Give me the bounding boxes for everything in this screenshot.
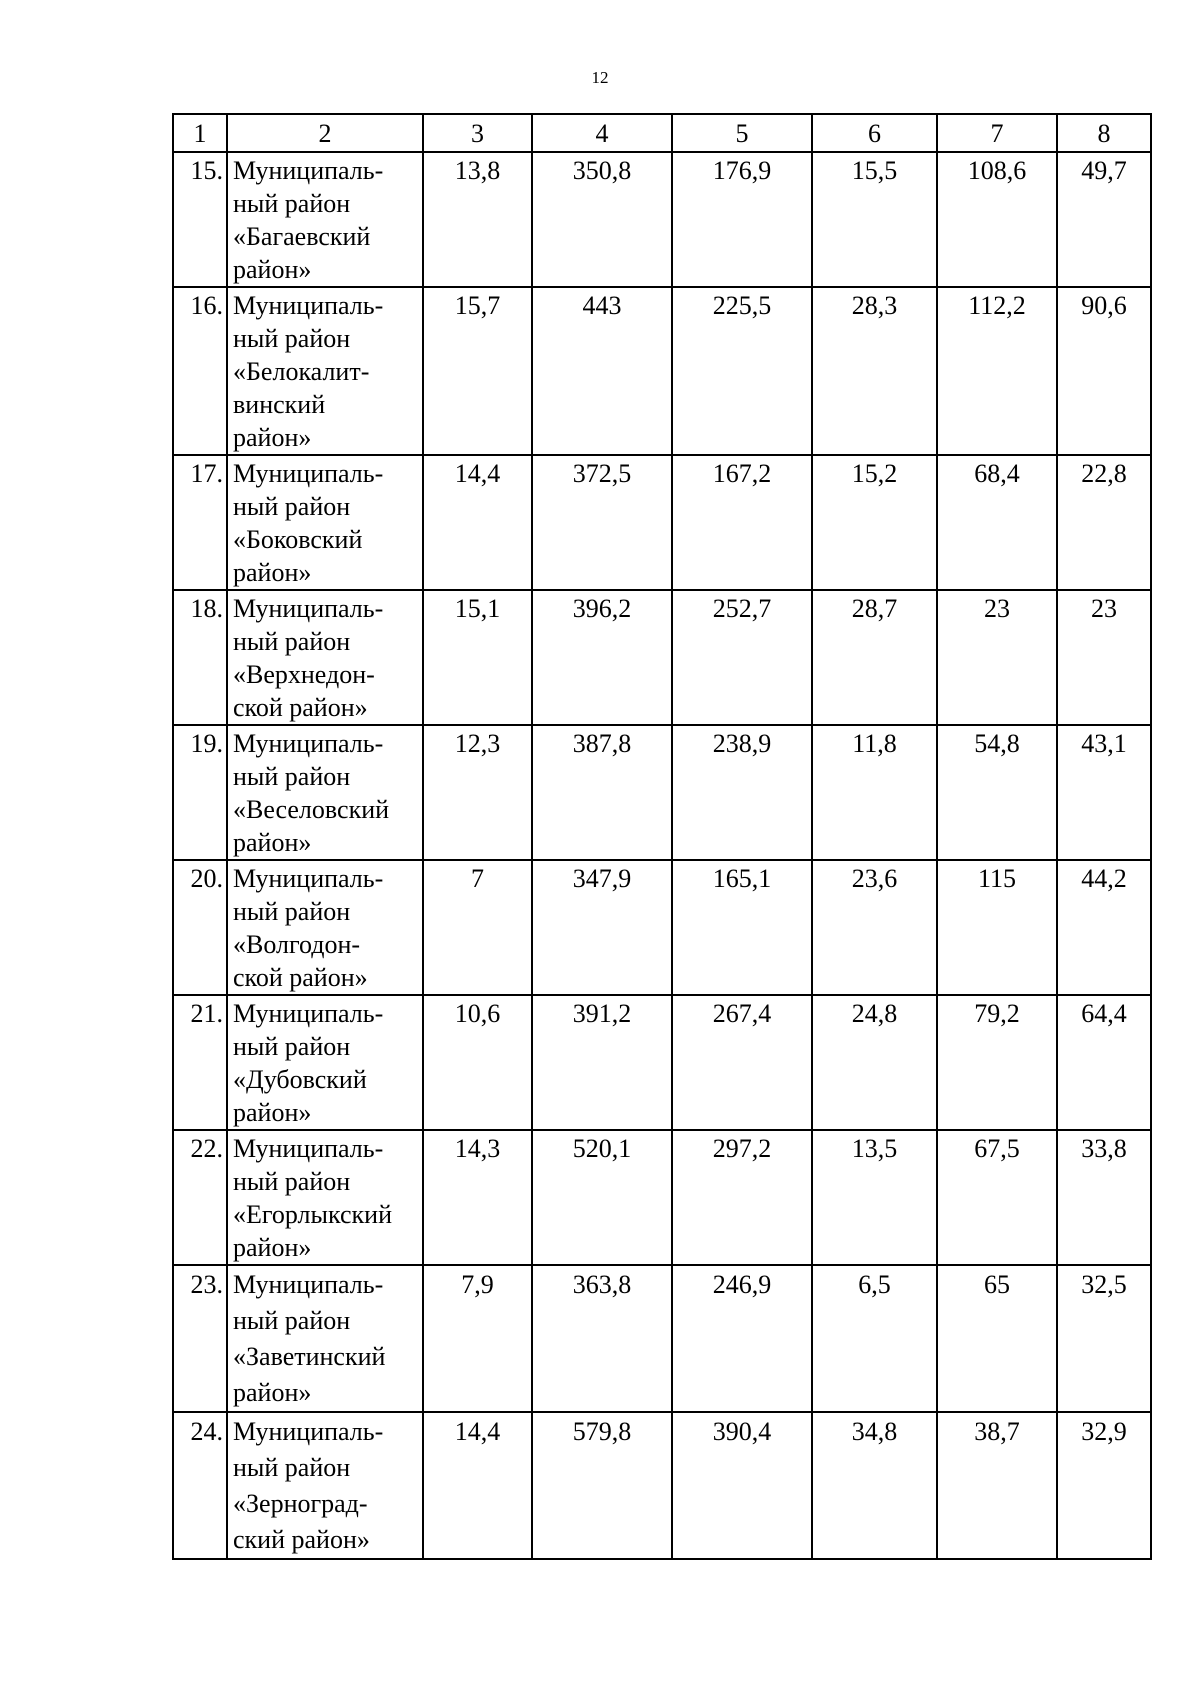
district-name-line: ный район <box>233 897 351 926</box>
district-name-line: Муниципаль- <box>233 1417 384 1446</box>
table-row <box>173 1412 1151 1559</box>
value-cell: 15,5 <box>812 152 937 287</box>
value-cell: 79,2 <box>937 995 1057 1130</box>
district-name-line: «Веселовский <box>233 795 390 824</box>
value-cell: 167,2 <box>672 455 812 590</box>
district-name-line: ный район <box>233 1306 351 1335</box>
district-name <box>227 995 423 1130</box>
value-cell: 49,7 <box>1057 152 1151 287</box>
row-number: 15. <box>173 152 227 287</box>
value-cell: 115 <box>937 860 1057 995</box>
value-cell: 32,9 <box>1057 1412 1151 1559</box>
district-name-line: «Зерноград- <box>233 1489 368 1518</box>
district-name <box>227 1130 423 1265</box>
value-cell: 90,6 <box>1057 287 1151 455</box>
value-cell: 579,8 <box>532 1412 672 1559</box>
district-name-line: Муниципаль- <box>233 459 384 488</box>
row-number: 20. <box>173 860 227 995</box>
row-number: 19. <box>173 725 227 860</box>
value-cell: 15,1 <box>423 590 532 725</box>
value-cell: 10,6 <box>423 995 532 1130</box>
district-name-line: Муниципаль- <box>233 156 384 185</box>
value-cell: 65 <box>937 1265 1057 1412</box>
district-name-line: ный район <box>233 1032 351 1061</box>
value-cell: 24,8 <box>812 995 937 1130</box>
row-number: 21. <box>173 995 227 1130</box>
value-cell: 14,3 <box>423 1130 532 1265</box>
district-name <box>227 860 423 995</box>
value-cell: 347,9 <box>532 860 672 995</box>
district-name-line: Муниципаль- <box>233 1270 384 1299</box>
row-number: 23. <box>173 1265 227 1412</box>
value-cell: 396,2 <box>532 590 672 725</box>
district-name-line: «Белокалит- <box>233 357 370 386</box>
value-cell: 390,4 <box>672 1412 812 1559</box>
district-name-line: Муниципаль- <box>233 594 384 623</box>
district-name-line: ный район <box>233 324 351 353</box>
district-name-line: ный район <box>233 189 351 218</box>
district-name-line: ный район <box>233 762 351 791</box>
value-cell: 13,5 <box>812 1130 937 1265</box>
district-name-line: район» <box>233 1098 312 1127</box>
district-name-line: район» <box>233 423 312 452</box>
value-cell: 267,4 <box>672 995 812 1130</box>
district-name-line: район» <box>233 828 312 857</box>
table-body <box>173 114 1151 1559</box>
value-cell: 12,3 <box>423 725 532 860</box>
value-cell: 23,6 <box>812 860 937 995</box>
value-cell: 297,2 <box>672 1130 812 1265</box>
district-name-line: «Багаевский <box>233 222 371 251</box>
value-cell: 64,4 <box>1057 995 1151 1130</box>
district-name-line: Муниципаль- <box>233 729 384 758</box>
value-cell: 443 <box>532 287 672 455</box>
value-cell: 165,1 <box>672 860 812 995</box>
column-header: 7 <box>937 114 1057 152</box>
district-name-line: район» <box>233 558 312 587</box>
table-header-row <box>173 114 1151 152</box>
table-row <box>173 152 1151 287</box>
value-cell: 23 <box>937 590 1057 725</box>
district-name-line: «Боковский <box>233 525 363 554</box>
column-header: 4 <box>532 114 672 152</box>
value-cell: 252,7 <box>672 590 812 725</box>
value-cell: 32,5 <box>1057 1265 1151 1412</box>
district-name-line: «Егорлыкский <box>233 1200 392 1229</box>
value-cell: 363,8 <box>532 1265 672 1412</box>
column-header: 6 <box>812 114 937 152</box>
value-cell: 112,2 <box>937 287 1057 455</box>
table-row <box>173 860 1151 995</box>
value-cell: 14,4 <box>423 455 532 590</box>
value-cell: 38,7 <box>937 1412 1057 1559</box>
value-cell: 14,4 <box>423 1412 532 1559</box>
district-name <box>227 1412 423 1559</box>
district-name-line: «Дубовский <box>233 1065 367 1094</box>
column-header: 5 <box>672 114 812 152</box>
value-cell: 372,5 <box>532 455 672 590</box>
value-cell: 28,3 <box>812 287 937 455</box>
district-name-line: Муниципаль- <box>233 999 384 1028</box>
district-name-line: район» <box>233 255 312 284</box>
row-number: 16. <box>173 287 227 455</box>
district-name-line: ный район <box>233 627 351 656</box>
value-cell: 33,8 <box>1057 1130 1151 1265</box>
row-number: 18. <box>173 590 227 725</box>
value-cell: 43,1 <box>1057 725 1151 860</box>
value-cell: 238,9 <box>672 725 812 860</box>
value-cell: 6,5 <box>812 1265 937 1412</box>
value-cell: 246,9 <box>672 1265 812 1412</box>
value-cell: 520,1 <box>532 1130 672 1265</box>
district-name-line: «Заветинский <box>233 1342 386 1371</box>
district-name-line: «Волгодон- <box>233 930 361 959</box>
table-row <box>173 1265 1151 1412</box>
value-cell: 22,8 <box>1057 455 1151 590</box>
column-header: 1 <box>173 114 227 152</box>
value-cell: 23 <box>1057 590 1151 725</box>
value-cell: 7,9 <box>423 1265 532 1412</box>
district-name <box>227 455 423 590</box>
page-number: 12 <box>591 68 609 87</box>
district-name-line: ный район <box>233 1167 351 1196</box>
district-name-line: ской район» <box>233 963 368 992</box>
value-cell: 54,8 <box>937 725 1057 860</box>
table-row <box>173 995 1151 1130</box>
value-cell: 34,8 <box>812 1412 937 1559</box>
table-row <box>173 725 1151 860</box>
data-table <box>172 113 1152 1560</box>
district-name-line: винский <box>233 390 326 419</box>
district-name-line: Муниципаль- <box>233 291 384 320</box>
value-cell: 15,2 <box>812 455 937 590</box>
value-cell: 28,7 <box>812 590 937 725</box>
district-name-line: район» <box>233 1378 312 1407</box>
value-cell: 391,2 <box>532 995 672 1130</box>
district-name-line: ской район» <box>233 693 368 722</box>
value-cell: 15,7 <box>423 287 532 455</box>
district-name-line: ский район» <box>233 1525 370 1554</box>
value-cell: 67,5 <box>937 1130 1057 1265</box>
value-cell: 44,2 <box>1057 860 1151 995</box>
table-row <box>173 1130 1151 1265</box>
district-name-line: ный район <box>233 492 351 521</box>
value-cell: 176,9 <box>672 152 812 287</box>
district-name <box>227 287 423 455</box>
row-number: 17. <box>173 455 227 590</box>
value-cell: 7 <box>423 860 532 995</box>
column-header: 8 <box>1057 114 1151 152</box>
value-cell: 108,6 <box>937 152 1057 287</box>
district-name-line: ный район <box>233 1453 351 1482</box>
column-header: 3 <box>423 114 532 152</box>
row-number: 22. <box>173 1130 227 1265</box>
district-name-line: Муниципаль- <box>233 864 384 893</box>
value-cell: 225,5 <box>672 287 812 455</box>
district-name-line: район» <box>233 1233 312 1262</box>
district-name-line: Муниципаль- <box>233 1134 384 1163</box>
value-cell: 13,8 <box>423 152 532 287</box>
district-name-line: «Верхнедон- <box>233 660 375 689</box>
value-cell: 387,8 <box>532 725 672 860</box>
column-header: 2 <box>227 114 423 152</box>
value-cell: 350,8 <box>532 152 672 287</box>
row-number: 24. <box>173 1412 227 1559</box>
district-name <box>227 725 423 860</box>
table-row <box>173 590 1151 725</box>
table-row <box>173 287 1151 455</box>
table-row <box>173 455 1151 590</box>
district-name <box>227 590 423 725</box>
district-name <box>227 152 423 287</box>
value-cell: 11,8 <box>812 725 937 860</box>
district-name <box>227 1265 423 1412</box>
value-cell: 68,4 <box>937 455 1057 590</box>
